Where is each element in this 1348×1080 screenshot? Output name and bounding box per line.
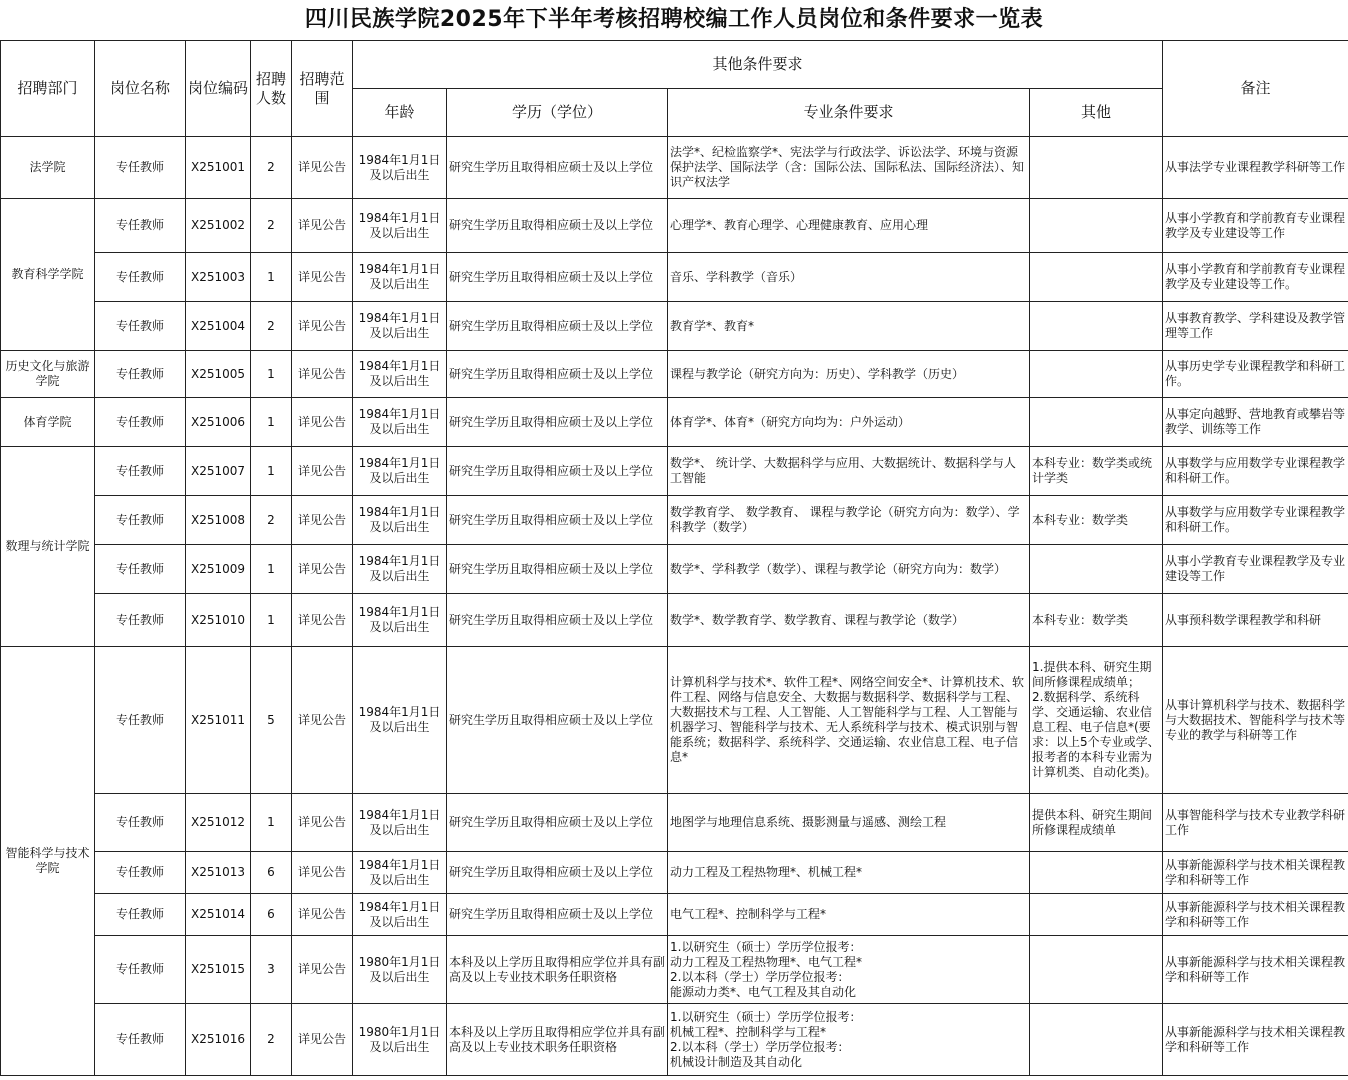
code-cell: X251008 [186, 496, 251, 545]
age-cell: 1984年1月1日及以后出生 [353, 398, 447, 447]
major-cell: 心理学*、教育心理学、心理健康教育、应用心理 [668, 199, 1030, 253]
position-cell: 专任教师 [95, 253, 186, 302]
other-cell [1030, 253, 1163, 302]
remark-cell: 从事新能源科学与技术相关课程教学和科研等工作 [1163, 894, 1348, 936]
table-row [1, 794, 1348, 852]
scope-cell: 详见公告 [292, 936, 353, 1004]
table-row [1, 398, 1348, 447]
major-cell: 数学*、数学教育学、数学教育、课程与教学论（数学） [668, 594, 1030, 647]
count-cell: 5 [251, 647, 292, 794]
scope-cell: 详见公告 [292, 137, 353, 199]
other-cell [1030, 545, 1163, 594]
scope-cell: 详见公告 [292, 894, 353, 936]
major-cell: 法学*、纪检监察学*、宪法学与行政法学、诉讼法学、环境与资源保护法学、国际法学（含：国际公法、国际私法、国际经济法）、知识产权法学 [668, 137, 1030, 199]
code-cell: X251010 [186, 594, 251, 647]
education-cell: 研究生学历且取得相应硕士及以上学位 [447, 794, 668, 852]
code-cell: X251001 [186, 137, 251, 199]
code-cell: X251004 [186, 302, 251, 351]
position-cell: 专任教师 [95, 199, 186, 253]
scope-cell: 详见公告 [292, 852, 353, 894]
education-cell: 研究生学历且取得相应硕士及以上学位 [447, 545, 668, 594]
table-row [1, 496, 1348, 545]
scope-cell: 详见公告 [292, 496, 353, 545]
recruitment-table [0, 40, 1348, 1076]
other-cell [1030, 199, 1163, 253]
age-cell: 1984年1月1日及以后出生 [353, 302, 447, 351]
remark-cell: 从事计算机科学与技术、数据科学与大数据技术、智能科学与技术等专业的教学与科研等工作 [1163, 647, 1348, 794]
age-cell: 1980年1月1日及以后出生 [353, 936, 447, 1004]
scope-cell: 详见公告 [292, 594, 353, 647]
count-cell: 1 [251, 545, 292, 594]
code-cell: X251007 [186, 447, 251, 496]
education-cell: 本科及以上学历且取得相应学位并具有副高及以上专业技术职务任职资格 [447, 936, 668, 1004]
major-cell: 课程与教学论（研究方向为：历史）、学科教学（历史） [668, 351, 1030, 398]
table-row [1, 647, 1348, 794]
dept-cell: 教育科学学院 [1, 199, 95, 351]
age-cell: 1984年1月1日及以后出生 [353, 545, 447, 594]
age-cell: 1984年1月1日及以后出生 [353, 594, 447, 647]
header-dept: 招聘部门 [1, 41, 95, 137]
age-cell: 1984年1月1日及以后出生 [353, 794, 447, 852]
position-cell: 专任教师 [95, 594, 186, 647]
code-cell: X251005 [186, 351, 251, 398]
page-title: 四川民族学院2025年下半年考核招聘校编工作人员岗位和条件要求一览表 [304, 7, 1044, 32]
other-cell [1030, 852, 1163, 894]
header-position: 岗位名称 [95, 41, 186, 137]
table-row [1, 594, 1348, 647]
table-row [1, 199, 1348, 253]
position-cell: 专任教师 [95, 496, 186, 545]
header-age: 年龄 [353, 89, 447, 137]
scope-cell: 详见公告 [292, 351, 353, 398]
position-cell: 专任教师 [95, 351, 186, 398]
other-cell [1030, 302, 1163, 351]
dept-cell: 法学院 [1, 137, 95, 199]
table-row [1, 1004, 1348, 1076]
header-education: 学历（学位） [447, 89, 668, 137]
table-row [1, 351, 1348, 398]
header-code: 岗位编码 [186, 41, 251, 137]
table-row [1, 852, 1348, 894]
other-cell: 本科专业：数学类或统计学类 [1030, 447, 1163, 496]
scope-cell: 详见公告 [292, 647, 353, 794]
count-cell: 2 [251, 199, 292, 253]
count-cell: 6 [251, 894, 292, 936]
position-cell: 专任教师 [95, 936, 186, 1004]
major-cell: 体育学*、体育*（研究方向均为：户外运动） [668, 398, 1030, 447]
other-cell [1030, 398, 1163, 447]
remark-cell: 从事智能科学与技术专业教学科研工作 [1163, 794, 1348, 852]
dept-cell: 体育学院 [1, 398, 95, 447]
header-row-1 [1, 41, 1348, 89]
scope-cell: 详见公告 [292, 794, 353, 852]
table-row [1, 545, 1348, 594]
age-cell: 1984年1月1日及以后出生 [353, 894, 447, 936]
education-cell: 研究生学历且取得相应硕士及以上学位 [447, 398, 668, 447]
age-cell: 1984年1月1日及以后出生 [353, 199, 447, 253]
education-cell: 研究生学历且取得相应硕士及以上学位 [447, 302, 668, 351]
education-cell: 研究生学历且取得相应硕士及以上学位 [447, 351, 668, 398]
count-cell: 2 [251, 496, 292, 545]
major-cell: 1.以研究生（硕士）学历学位报考： 动力工程及工程热物理*、电气工程* 2.以本科（学士）学历学位报考： 能源动力类*、电气工程及其自动化 [668, 936, 1030, 1004]
scope-cell: 详见公告 [292, 199, 353, 253]
other-cell: 本科专业：数学类 [1030, 496, 1163, 545]
education-cell: 研究生学历且取得相应硕士及以上学位 [447, 253, 668, 302]
scope-cell: 详见公告 [292, 1004, 353, 1076]
education-cell: 研究生学历且取得相应硕士及以上学位 [447, 447, 668, 496]
other-cell: 本科专业：数学类 [1030, 594, 1163, 647]
count-cell: 1 [251, 398, 292, 447]
scope-cell: 详见公告 [292, 398, 353, 447]
header-scope: 招聘范围 [292, 41, 353, 137]
remark-cell: 从事小学教育和学前教育专业课程教学及专业建设等工作。 [1163, 253, 1348, 302]
table-row [1, 936, 1348, 1004]
count-cell: 1 [251, 794, 292, 852]
code-cell: X251015 [186, 936, 251, 1004]
count-cell: 1 [251, 351, 292, 398]
position-cell: 专任教师 [95, 137, 186, 199]
major-cell: 教育学*、教育* [668, 302, 1030, 351]
education-cell: 研究生学历且取得相应硕士及以上学位 [447, 852, 668, 894]
code-cell: X251014 [186, 894, 251, 936]
age-cell: 1984年1月1日及以后出生 [353, 496, 447, 545]
header-count: 招聘人数 [251, 41, 292, 137]
remark-cell: 从事新能源科学与技术相关课程教学和科研等工作 [1163, 936, 1348, 1004]
table-row [1, 137, 1348, 199]
age-cell: 1984年1月1日及以后出生 [353, 852, 447, 894]
code-cell: X251002 [186, 199, 251, 253]
remark-cell: 从事历史学专业课程教学和科研工作。 [1163, 351, 1348, 398]
other-cell [1030, 1004, 1163, 1076]
other-cell [1030, 137, 1163, 199]
major-cell: 电气工程*、控制科学与工程* [668, 894, 1030, 936]
position-cell: 专任教师 [95, 794, 186, 852]
dept-cell: 数理与统计学院 [1, 447, 95, 647]
position-cell: 专任教师 [95, 545, 186, 594]
table-row [1, 302, 1348, 351]
position-cell: 专任教师 [95, 447, 186, 496]
table-row [1, 447, 1348, 496]
code-cell: X251016 [186, 1004, 251, 1076]
major-cell: 动力工程及工程热物理*、机械工程* [668, 852, 1030, 894]
other-cell [1030, 894, 1163, 936]
count-cell: 1 [251, 253, 292, 302]
scope-cell: 详见公告 [292, 302, 353, 351]
education-cell: 研究生学历且取得相应硕士及以上学位 [447, 496, 668, 545]
header-major: 专业条件要求 [668, 89, 1030, 137]
remark-cell: 从事定向越野、营地教育或攀岩等教学、训练等工作 [1163, 398, 1348, 447]
age-cell: 1984年1月1日及以后出生 [353, 447, 447, 496]
education-cell: 研究生学历且取得相应硕士及以上学位 [447, 199, 668, 253]
header-other-requirements: 其他条件要求 [353, 41, 1163, 89]
count-cell: 1 [251, 594, 292, 647]
major-cell: 计算机科学与技术*、软件工程*、网络空间安全*、计算机技术、软件工程、网络与信息安全、大数据与数据科学、数据科学与工程、大数据技术与工程、人工智能、人工智能科学与工程、人工智能与机器学习、智能科学与技术、无人系统科学与技术、模式识别与智能系统；数据科学、系统科学、交通运输、农业信息工程、电子信息* [668, 647, 1030, 794]
age-cell: 1980年1月1日及以后出生 [353, 1004, 447, 1076]
other-cell: 提供本科、研究生期间所修课程成绩单 [1030, 794, 1163, 852]
header-remark: 备注 [1163, 41, 1348, 137]
education-cell: 本科及以上学历且取得相应学位并具有副高及以上专业技术职务任职资格 [447, 1004, 668, 1076]
position-cell: 专任教师 [95, 398, 186, 447]
code-cell: X251003 [186, 253, 251, 302]
remark-cell: 从事小学教育和学前教育专业课程教学及专业建设等工作 [1163, 199, 1348, 253]
table-row [1, 253, 1348, 302]
major-cell: 音乐、学科教学（音乐） [668, 253, 1030, 302]
age-cell: 1984年1月1日及以后出生 [353, 137, 447, 199]
remark-cell: 从事新能源科学与技术相关课程教学和科研等工作 [1163, 1004, 1348, 1076]
count-cell: 2 [251, 137, 292, 199]
count-cell: 6 [251, 852, 292, 894]
position-cell: 专任教师 [95, 1004, 186, 1076]
count-cell: 2 [251, 1004, 292, 1076]
position-cell: 专任教师 [95, 852, 186, 894]
education-cell: 研究生学历且取得相应硕士及以上学位 [447, 647, 668, 794]
code-cell: X251006 [186, 398, 251, 447]
remark-cell: 从事法学专业课程教学科研等工作 [1163, 137, 1348, 199]
remark-cell: 从事教育教学、学科建设及教学管理等工作 [1163, 302, 1348, 351]
major-cell: 地图学与地理信息系统、摄影测量与遥感、测绘工程 [668, 794, 1030, 852]
position-cell: 专任教师 [95, 894, 186, 936]
count-cell: 1 [251, 447, 292, 496]
age-cell: 1984年1月1日及以后出生 [353, 647, 447, 794]
count-cell: 2 [251, 302, 292, 351]
age-cell: 1984年1月1日及以后出生 [353, 253, 447, 302]
remark-cell: 从事数学与应用数学专业课程教学和科研工作。 [1163, 496, 1348, 545]
major-cell: 数学*、 统计学、大数据科学与应用、大数据统计、数据科学与人工智能 [668, 447, 1030, 496]
education-cell: 研究生学历且取得相应硕士及以上学位 [447, 594, 668, 647]
position-cell: 专任教师 [95, 302, 186, 351]
position-cell: 专任教师 [95, 647, 186, 794]
remark-cell: 从事小学教育专业课程教学及专业建设等工作 [1163, 545, 1348, 594]
major-cell: 数学教育学、 数学教育、 课程与教学论（研究方向为：数学）、学科教学（数学） [668, 496, 1030, 545]
dept-cell: 历史文化与旅游学院 [1, 351, 95, 398]
code-cell: X251013 [186, 852, 251, 894]
other-cell [1030, 351, 1163, 398]
age-cell: 1984年1月1日及以后出生 [353, 351, 447, 398]
remark-cell: 从事预科数学课程教学和科研 [1163, 594, 1348, 647]
code-cell: X251011 [186, 647, 251, 794]
major-cell: 1.以研究生（硕士）学历学位报考： 机械工程*、控制科学与工程* 2.以本科（学士）学历学位报考： 机械设计制造及其自动化 [668, 1004, 1030, 1076]
remark-cell: 从事数学与应用数学专业课程教学和科研工作。 [1163, 447, 1348, 496]
table-row [1, 894, 1348, 936]
code-cell: X251009 [186, 545, 251, 594]
dept-cell: 智能科学与技术学院 [1, 647, 95, 1076]
major-cell: 数学*、学科教学（数学）、课程与教学论（研究方向为：数学） [668, 545, 1030, 594]
education-cell: 研究生学历且取得相应硕士及以上学位 [447, 894, 668, 936]
scope-cell: 详见公告 [292, 253, 353, 302]
scope-cell: 详见公告 [292, 545, 353, 594]
other-cell: 1.提供本科、研究生期间所修课程成绩单； 2.数据科学、系统科学、交通运输、农业信息工程、电子信息*(要求：以上5个专业或学、报考者的本科专业需为计算机类、自动化类)。 [1030, 647, 1163, 794]
education-cell: 研究生学历且取得相应硕士及以上学位 [447, 137, 668, 199]
remark-cell: 从事新能源科学与技术相关课程教学和科研等工作 [1163, 852, 1348, 894]
code-cell: X251012 [186, 794, 251, 852]
header-other: 其他 [1030, 89, 1163, 137]
scope-cell: 详见公告 [292, 447, 353, 496]
other-cell [1030, 936, 1163, 1004]
count-cell: 3 [251, 936, 292, 1004]
